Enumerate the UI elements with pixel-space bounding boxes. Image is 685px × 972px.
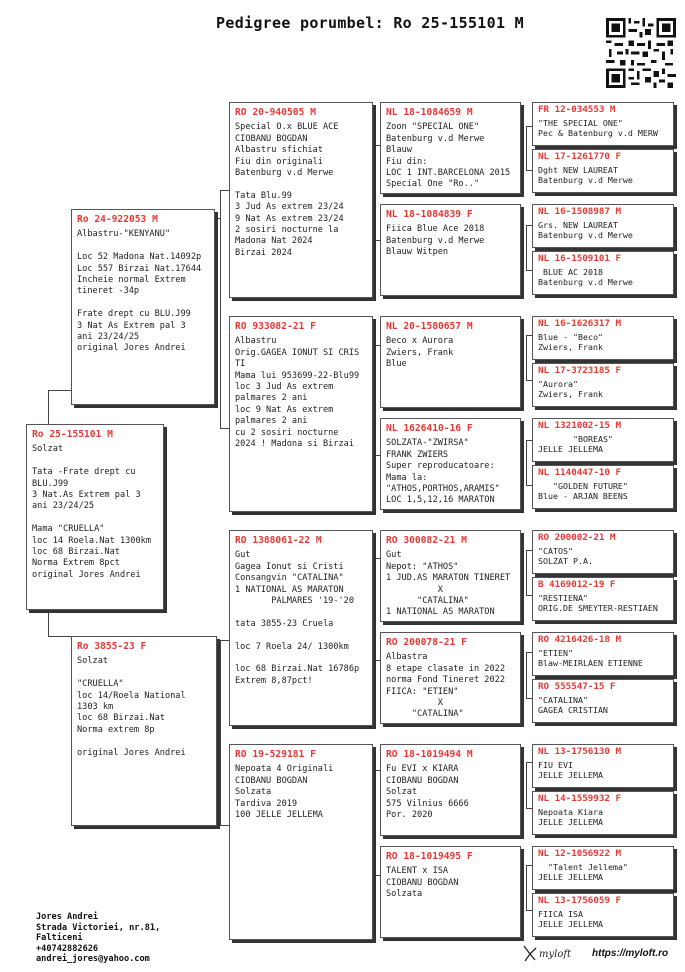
gen4-text: Fiica Blue Ace 2018 Batenburg v.d Merwe Blauw Witpen xyxy=(386,224,485,258)
gen5-card[interactable] xyxy=(532,363,674,407)
gen5-text: FIU EVI JELLE JELLEMA xyxy=(538,759,603,781)
gen5-text: "BOREAS" JELLE JELLEMA xyxy=(538,433,613,455)
gen5-text: "RESTIENA" ORIG.DE SMEYTER-RESTIAEN xyxy=(538,592,658,614)
gen5-card[interactable] xyxy=(532,251,674,295)
gen5-card[interactable] xyxy=(532,791,674,835)
gen5-card[interactable] xyxy=(532,465,674,509)
dam-ring: Ro 3855-23 F xyxy=(77,641,147,652)
gen4-card[interactable] xyxy=(380,530,521,622)
sire-ring: Ro 24-922053 M xyxy=(77,214,158,225)
gen5-text: "THE SPECIAL ONE" Pec & Batenburg v.d MERW xyxy=(538,117,658,139)
gen5-card[interactable] xyxy=(532,102,674,146)
gen5-ring: NL 16-1508987 M xyxy=(538,206,621,217)
gen5-card[interactable] xyxy=(532,204,674,248)
gen5-card[interactable] xyxy=(532,632,674,676)
myloft-logo-icon xyxy=(522,942,582,964)
footer-url[interactable]: https://myloft.ro xyxy=(592,948,669,959)
gen4-ring: NL 18-1084839 F xyxy=(386,209,473,220)
gen5-card[interactable] xyxy=(532,149,674,193)
gen5-text: "ETIEN" Blaw-MEIRLAEN ETIENNE xyxy=(538,647,643,669)
gen3-text: Albastru Orig.GAGEA IONUT SI CRIS TI Mama lui 953699-22-Blu99 loc 3 Jud As extrem palmares 2 ani loc 9 Nat As extrem palmares 2 ani cu 2 sosiri nocturne 2024 ! Madona si Birzai xyxy=(235,336,360,450)
gen5-card[interactable] xyxy=(532,577,674,621)
dam-text: Solzat "CRUELLA" loc 14/Roela National 1303 km loc 68 Birzai.Nat Norma extrem 8p original Jores Andrei xyxy=(77,656,186,758)
gen5-ring: RO 200002-21 M xyxy=(538,532,616,543)
gen5-card[interactable] xyxy=(532,530,674,574)
gen5-card[interactable] xyxy=(532,744,674,788)
gen4-text: Zoon "SPECIAL ONE" Batenburg v.d Merwe Blauw Fiu din: LOC 1 INT.BARCELONA 2015 Special One "Ro.." xyxy=(386,122,511,190)
gen5-text: Grs. NEW LAUREAT Batenburg v.d Merwe xyxy=(538,219,633,241)
gen5-text: Nepoata Kiara JELLE JELLEMA xyxy=(538,806,603,828)
gen5-text: BLUE AC 2018 Batenburg v.d Merwe xyxy=(538,266,633,288)
page-title: Pedigree porumbel: Ro 25-155101 M xyxy=(216,14,524,32)
sire-text: Albastru-"KENYANU" Loc 52 Madona Nat.14092p Loc 557 Birzai Nat.17644 Incheie normal Extrem tineret -34p Frate drept cu BLU.J99 3 Nat As Extrem pal 3 ani 23/24/25 original Jores Andrei xyxy=(77,229,202,354)
owner-email[interactable]: andrei_jores@yahoo.com xyxy=(36,954,150,965)
gen5-text: "Aurora" Zwiers, Frank xyxy=(538,378,603,400)
gen5-ring: NL 17-3723185 F xyxy=(538,365,621,376)
gen4-text: SOLZATA-"ZWIRSA" FRANK ZWIERS Super reproducatoare: Mama la: "ATHOS,PORTHOS,ARAMIS" LOC 1,5,12,16 MARATON xyxy=(386,438,500,506)
gen5-ring: NL 12-1056922 M xyxy=(538,848,621,859)
gen5-ring: RO 4216426-18 M xyxy=(538,634,621,645)
gen5-text: "CATALINA" GAGEA CRISTIAN xyxy=(538,694,608,716)
gen4-card[interactable] xyxy=(380,316,521,408)
gen4-ring: RO 18-1019495 F xyxy=(386,851,473,862)
gen5-ring: NL 16-1509101 F xyxy=(538,253,621,264)
gen3-text: Nepoata 4 Originali CIOBANU BOGDAN Solzata Tardiva 2019 100 JELLE JELLEMA xyxy=(235,764,334,821)
gen4-ring: RO 200078-21 F xyxy=(386,637,467,648)
dam-card[interactable] xyxy=(71,636,217,826)
gen5-text: Dght NEW LAUREAT Batenburg v.d Merwe xyxy=(538,164,633,186)
gen4-card[interactable] xyxy=(380,204,521,296)
gen3-ring: RO 933082-21 F xyxy=(235,321,316,332)
gen4-card[interactable] xyxy=(380,846,521,938)
gen5-ring: NL 1321002-15 M xyxy=(538,420,621,431)
gen5-text: FIICA ISA JELLE JELLEMA xyxy=(538,908,603,930)
logo-text: myloft xyxy=(539,949,572,960)
gen5-card[interactable] xyxy=(532,846,674,890)
gen4-ring: RO 300082-21 M xyxy=(386,535,467,546)
gen5-text: "Talent Jellema" JELLE JELLEMA xyxy=(538,861,628,883)
gen5-ring: NL 17-1261770 F xyxy=(538,151,621,162)
owner-city: Falticeni xyxy=(36,933,83,944)
gen5-ring: FR 12-034553 M xyxy=(538,104,616,115)
gen4-text: Fu EVI x KIARA CIOBANU BOGDAN Solzat 575 Vilnius 6666 Por. 2020 xyxy=(386,764,469,821)
owner-info xyxy=(36,912,160,965)
gen3-card[interactable] xyxy=(229,316,373,512)
gen5-ring: NL 1140447-10 F xyxy=(538,467,621,478)
gen5-ring: NL 13-1756130 M xyxy=(538,746,621,757)
sire-card[interactable] xyxy=(71,209,215,405)
gen4-text: Beco x Aurora Zwiers, Frank Blue xyxy=(386,336,454,370)
subject-ring: Ro 25-155101 M xyxy=(32,429,113,440)
gen5-card[interactable] xyxy=(532,893,674,937)
gen4-card[interactable] xyxy=(380,102,521,194)
gen3-text: Special O.x BLUE ACE CIOBANU BOGDAN Albastru sfichiat Fiu din originali Batenburg v.d Merwe Tata Blu.99 3 Jud As extrem 23/24 9 Nat As extrem 23/24 2 sosiri nocturne la Madona Nat 2024 Birzai 2024 xyxy=(235,122,344,258)
gen4-ring: NL 1626410-16 F xyxy=(386,423,473,434)
gen5-text: "GOLDEN FUTURE" Blue - ARJAN BEENS xyxy=(538,480,628,502)
gen5-ring: NL 13-1756059 F xyxy=(538,895,621,906)
gen4-text: TALENT x ISA CIOBANU BOGDAN Solzata xyxy=(386,866,459,900)
gen5-ring: NL 14-1559932 F xyxy=(538,793,621,804)
gen4-card[interactable] xyxy=(380,418,521,510)
gen4-ring: RO 18-1019494 M xyxy=(386,749,473,760)
owner-phone: +40742882626 xyxy=(36,943,99,954)
gen5-ring: B 4169012-19 F xyxy=(538,579,616,590)
gen5-card[interactable] xyxy=(532,316,674,360)
owner-name: Jores Andrei xyxy=(36,912,99,922)
gen4-card[interactable] xyxy=(380,632,521,724)
gen4-text: Gut Nepot: "ATHOS" 1 JUD.AS MARATON TINERET X "CATALINA" 1 NATIONAL AS MARATON xyxy=(386,550,511,618)
gen3-ring: RO 1388061-22 M xyxy=(235,535,322,546)
gen3-ring: RO 19-529181 F xyxy=(235,749,316,760)
gen5-ring: NL 16-1626317 M xyxy=(538,318,621,329)
subject-card[interactable] xyxy=(26,424,164,610)
gen4-text: Albastra 8 etape clasate in 2022 norma Fond Tineret 2022 FIICA: "ETIEN" X "CATALINA" xyxy=(386,652,505,720)
gen3-ring: RO 20-940505 M xyxy=(235,107,316,118)
gen5-text: Blue - "Beco" Zwiers, Frank xyxy=(538,331,603,353)
gen4-ring: NL 20-1580657 M xyxy=(386,321,473,332)
gen3-card[interactable] xyxy=(229,530,373,726)
gen5-card[interactable] xyxy=(532,418,674,462)
subject-text: Solzat Tata -Frate drept cu BLU.J99 3 Nat.As Extrem pal 3 ani 23/24/25 Mama "CRUELLA" loc 14 Roela.Nat 1300km loc 68 Birzai.Nat Norma Extrem 8pct original Jores Andrei xyxy=(32,444,151,580)
gen3-card[interactable] xyxy=(229,102,373,298)
gen3-card[interactable] xyxy=(229,744,373,940)
gen3-text: Gut Gagea Ionut si Cristi Consangvin "CATALINA" 1 NATIONAL AS MARATON PALMARES '19-'20 tata 3855-23 Cruela loc 7 Roela 24/ 1300km loc 68 Birzai.Nat 16786p Extrem 8,87pct! xyxy=(235,550,360,686)
gen5-card[interactable] xyxy=(532,679,674,723)
owner-street: Strada Victoriei, nr.81, xyxy=(36,922,161,933)
gen5-text: "CATOS" SOLZAT P.A. xyxy=(538,545,593,567)
qr-code-icon xyxy=(606,18,676,88)
gen4-ring: NL 18-1084659 M xyxy=(386,107,473,118)
gen5-ring: RO 555547-15 F xyxy=(538,681,616,692)
gen4-card[interactable] xyxy=(380,744,521,836)
